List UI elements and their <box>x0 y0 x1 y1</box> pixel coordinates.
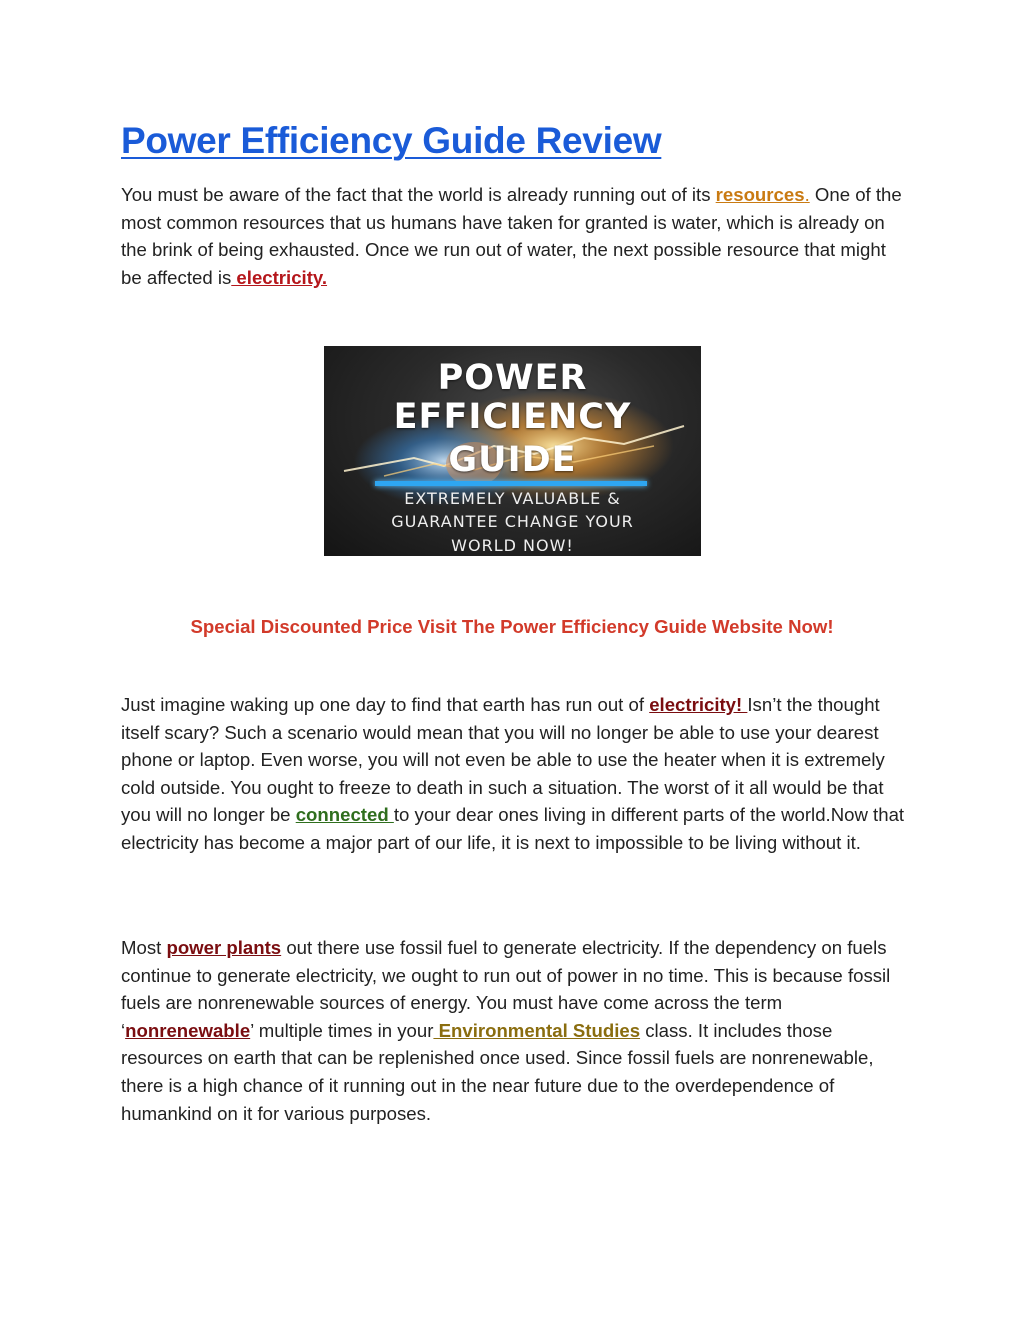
imagine-paragraph <box>121 691 911 857</box>
electricity-exclaim-link[interactable]: electricity! <box>649 694 748 715</box>
banner-tagline-3: WORLD NOW! <box>451 536 574 555</box>
power-plants-paragraph <box>121 934 911 1127</box>
discount-cta-link[interactable]: Special Discounted Price Visit The Power Efficiency Guide Website Now! <box>190 616 834 637</box>
imagine-text-2: Isn’t the thought itself scary? Such a scenario would mean that you will no longer be able to use your dearest phone or laptop. Even worse, you will not even be able to use the heater when it is extremely cold outside. You ought to freeze to death in such a situation. The worst of it all would be that you will no longer be <box>121 694 885 826</box>
environmental-studies-link[interactable]: Environmental Studies <box>433 1019 641 1041</box>
imagine-text-1: Just imagine waking up one day to find that earth has run out of <box>121 694 650 715</box>
resources-link-period[interactable]: . <box>804 184 810 205</box>
intro-text-1: You must be aware of the fact that the world is already running out of its <box>121 184 716 205</box>
imagine-text-3: to your dear ones living in different parts of the world.Now that electricity has become a major part of our life, it is next to impossible to be living without it. <box>121 804 905 853</box>
banner-line-power: POWER <box>437 358 588 398</box>
intro-paragraph <box>121 181 911 291</box>
nonrenewable-link[interactable]: nonrenewable <box>125 1019 251 1041</box>
power-plants-link[interactable]: power plants <box>166 937 282 958</box>
intro-text-2: One of the most common resources that us humans have taken for granted is water, which is already on the brink of being exhausted. Once we run out of water, the next possible resource that might be affected is <box>121 184 902 288</box>
electricity-link[interactable]: electricity. <box>231 266 328 288</box>
banner-line-efficiency: EFFICIENCY <box>393 397 632 437</box>
page-title[interactable]: Power Efficiency Guide Review <box>121 120 662 161</box>
banner-tagline-1: EXTREMELY VALUABLE & <box>404 489 621 508</box>
banner-line-guide: GUIDE <box>448 440 577 480</box>
plants-text-4: class. It includes those resources on earth that can be replenished once used. Since fossil fuels are nonrenewable, there is a high chance of it running out in the near future due to the overdependence of humankind on it for various purposes. <box>121 1019 874 1124</box>
plants-text-3: ’ multiple times in your <box>250 1019 434 1041</box>
plants-text-2: out there use fossil fuel to generate electricity. If the dependency on fuels continue to generate electricity, we ought to run out of power in no time. This is because fossil fuels are nonrenewable sources of energy. You must have come across the term ‘ <box>121 937 891 1041</box>
power-efficiency-guide-banner[interactable] <box>324 346 701 556</box>
connected-link[interactable]: connected <box>295 804 394 826</box>
plants-text-1: Most <box>121 937 167 958</box>
banner-divider <box>375 481 647 486</box>
banner-tagline-2: GUARANTEE CHANGE YOUR <box>391 512 634 531</box>
resources-link[interactable]: resources <box>715 184 805 205</box>
